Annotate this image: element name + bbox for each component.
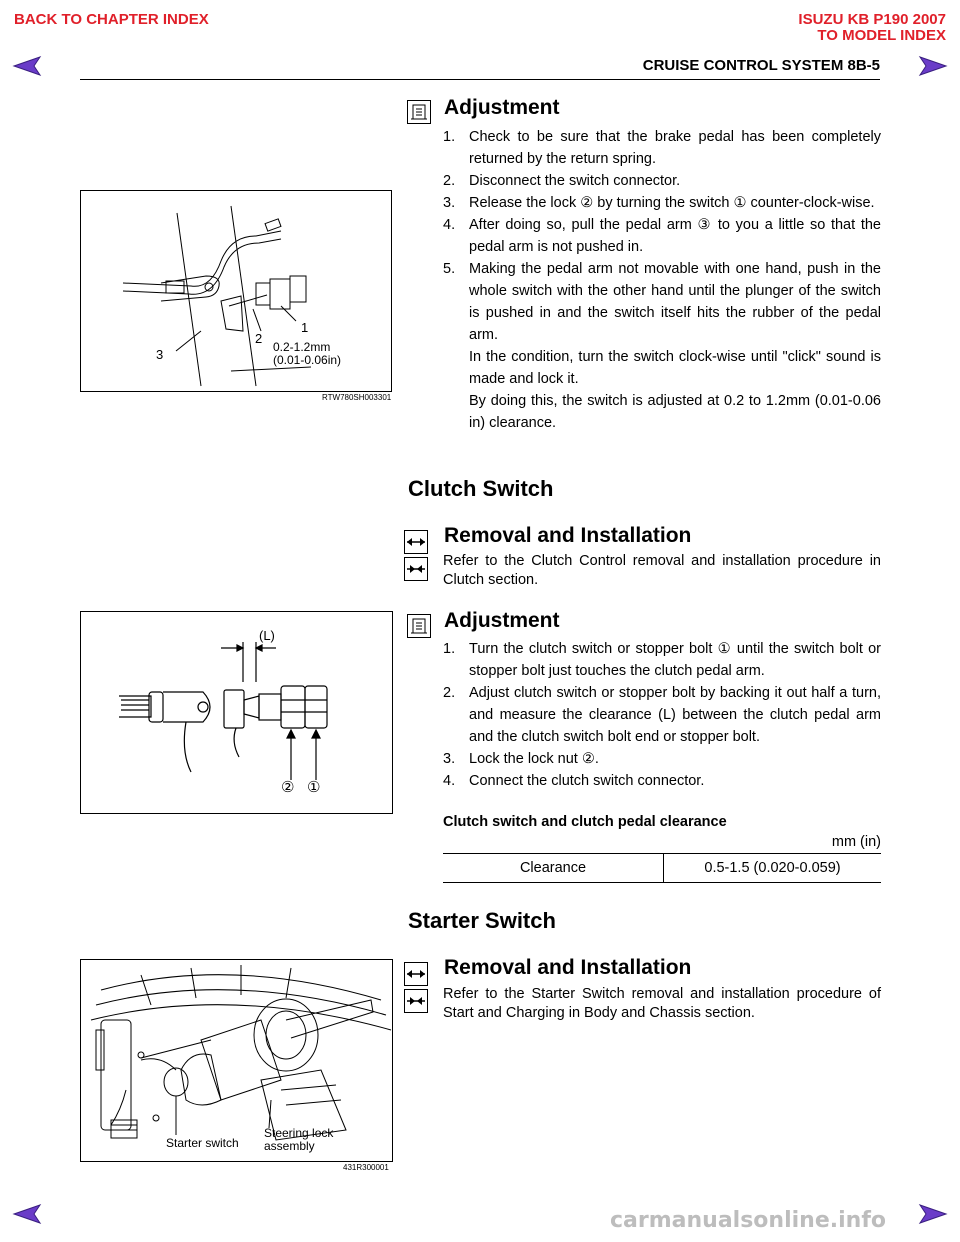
clutch-label-L: (L)	[259, 628, 275, 643]
spec-unit: mm (in)	[831, 834, 881, 850]
removal-icon	[404, 530, 428, 554]
step-item: 3. Lock the lock nut ②.	[443, 751, 599, 767]
adjustment-icon	[407, 100, 431, 124]
step-item: 2. Disconnect the switch connector.	[443, 173, 681, 189]
spec-value-cell: 0.5-1.5 (0.020-0.059)	[664, 854, 882, 883]
starter-switch-figure	[80, 959, 393, 1162]
brake-dim-line2: (0.01-0.06in)	[273, 353, 342, 367]
brake-label-3: 3	[156, 347, 164, 362]
brake-dim-line1: 0.2-1.2mm	[273, 340, 331, 354]
model-index-line1: ISUZU KB P190 2007	[798, 11, 946, 28]
starter-removal-text: Refer to the Starter Switch removal and installation procedure of Start and Charging in Body and Chassis section.	[443, 986, 881, 1021]
spec-name-cell: Clearance	[443, 854, 664, 883]
brake-switch-figure	[80, 190, 392, 392]
clutch-switch-figure	[80, 611, 393, 814]
installation-icon	[404, 989, 428, 1013]
note-text: By doing this, the switch is adjusted at 0.2 to 1.2mm (0.01-0.06 in) clearance.	[469, 393, 881, 431]
nav-right-arrow-icon[interactable]	[912, 1203, 948, 1225]
clutch-label-2: ②	[281, 778, 295, 796]
starter-switch-title: Starter Switch	[408, 908, 556, 933]
clutch-switch-title: Clutch Switch	[408, 476, 554, 501]
step-item: 5. Making the pedal arm not movable with one hand, push in the whole switch with the other hand until the plunger of the switch is pushed in and the switch itself hits the rubber of the pedal arm.	[443, 261, 881, 343]
starter-figure-caption: 431R300001	[343, 1163, 389, 1172]
brake-figure-caption: RTW780SH003301	[322, 393, 392, 402]
nav-left-arrow-icon[interactable]	[12, 55, 48, 77]
clutch-adjustment-steps	[443, 638, 881, 792]
clutch-removal-heading: Removal and Installation	[444, 524, 692, 547]
clutch-switch-drawing	[81, 612, 392, 813]
header-rule	[80, 79, 880, 80]
clutch-adjustment-heading: Adjustment	[444, 609, 560, 632]
starter-switch-drawing	[81, 960, 392, 1161]
table-row	[443, 854, 881, 883]
spec-title: Clutch switch and clutch pedal clearance	[443, 814, 727, 830]
brake-label-2: 2	[255, 331, 263, 346]
adjustment-icon	[407, 614, 431, 638]
clutch-label-1: ①	[307, 778, 321, 796]
starter-label: Starter switch	[166, 1136, 239, 1150]
steering-lock-label-1: Steering lock	[264, 1126, 334, 1140]
clutch-removal-text: Refer to the Clutch Control removal and installation procedure in Clutch section.	[443, 553, 881, 588]
model-index-line2: TO MODEL INDEX	[817, 27, 946, 44]
step-item: 1. Turn the clutch switch or stopper bolt ① until the switch bolt or stopper bolt just touches the clutch pedal arm.	[443, 641, 881, 679]
brake-label-1: 1	[301, 320, 309, 335]
back-to-chapter-link[interactable]: BACK TO CHAPTER INDEX	[14, 11, 209, 28]
spec-table	[443, 853, 881, 883]
brake-adjustment-heading: Adjustment	[444, 96, 560, 119]
step-item: 2. Adjust clutch switch or stopper bolt by backing it out half a turn, and measure the clearance (L) between the clutch pedal arm and the clutch switch bolt end or stopper bolt.	[443, 685, 881, 745]
step-item: 3. Release the lock ② by turning the switch ① counter-clock-wise.	[443, 195, 875, 211]
nav-left-arrow-icon[interactable]	[12, 1203, 48, 1225]
page-header-title: CRUISE CONTROL SYSTEM 8B-5	[642, 57, 880, 74]
brake-adjustment-steps	[443, 126, 881, 434]
step-item: 1. Check to be sure that the brake pedal has been completely returned by the return spring.	[443, 129, 881, 167]
model-index-link[interactable]	[798, 12, 946, 44]
step-item: 4. After doing so, pull the pedal arm ③ to you a little so that the pedal arm is not pushed in.	[443, 217, 881, 255]
step-item: 4. Connect the clutch switch connector.	[443, 773, 705, 789]
footer-watermark: carmanualsonline.info	[610, 1208, 886, 1233]
brake-switch-drawing	[81, 191, 391, 391]
note-text: In the condition, turn the switch clock-wise until "click" sound is made and lock it.	[469, 349, 881, 387]
nav-right-arrow-icon[interactable]	[912, 55, 948, 77]
starter-removal-heading: Removal and Installation	[444, 956, 692, 979]
steering-lock-label-2: assembly	[264, 1139, 315, 1153]
installation-icon	[404, 557, 428, 581]
removal-icon	[404, 962, 428, 986]
